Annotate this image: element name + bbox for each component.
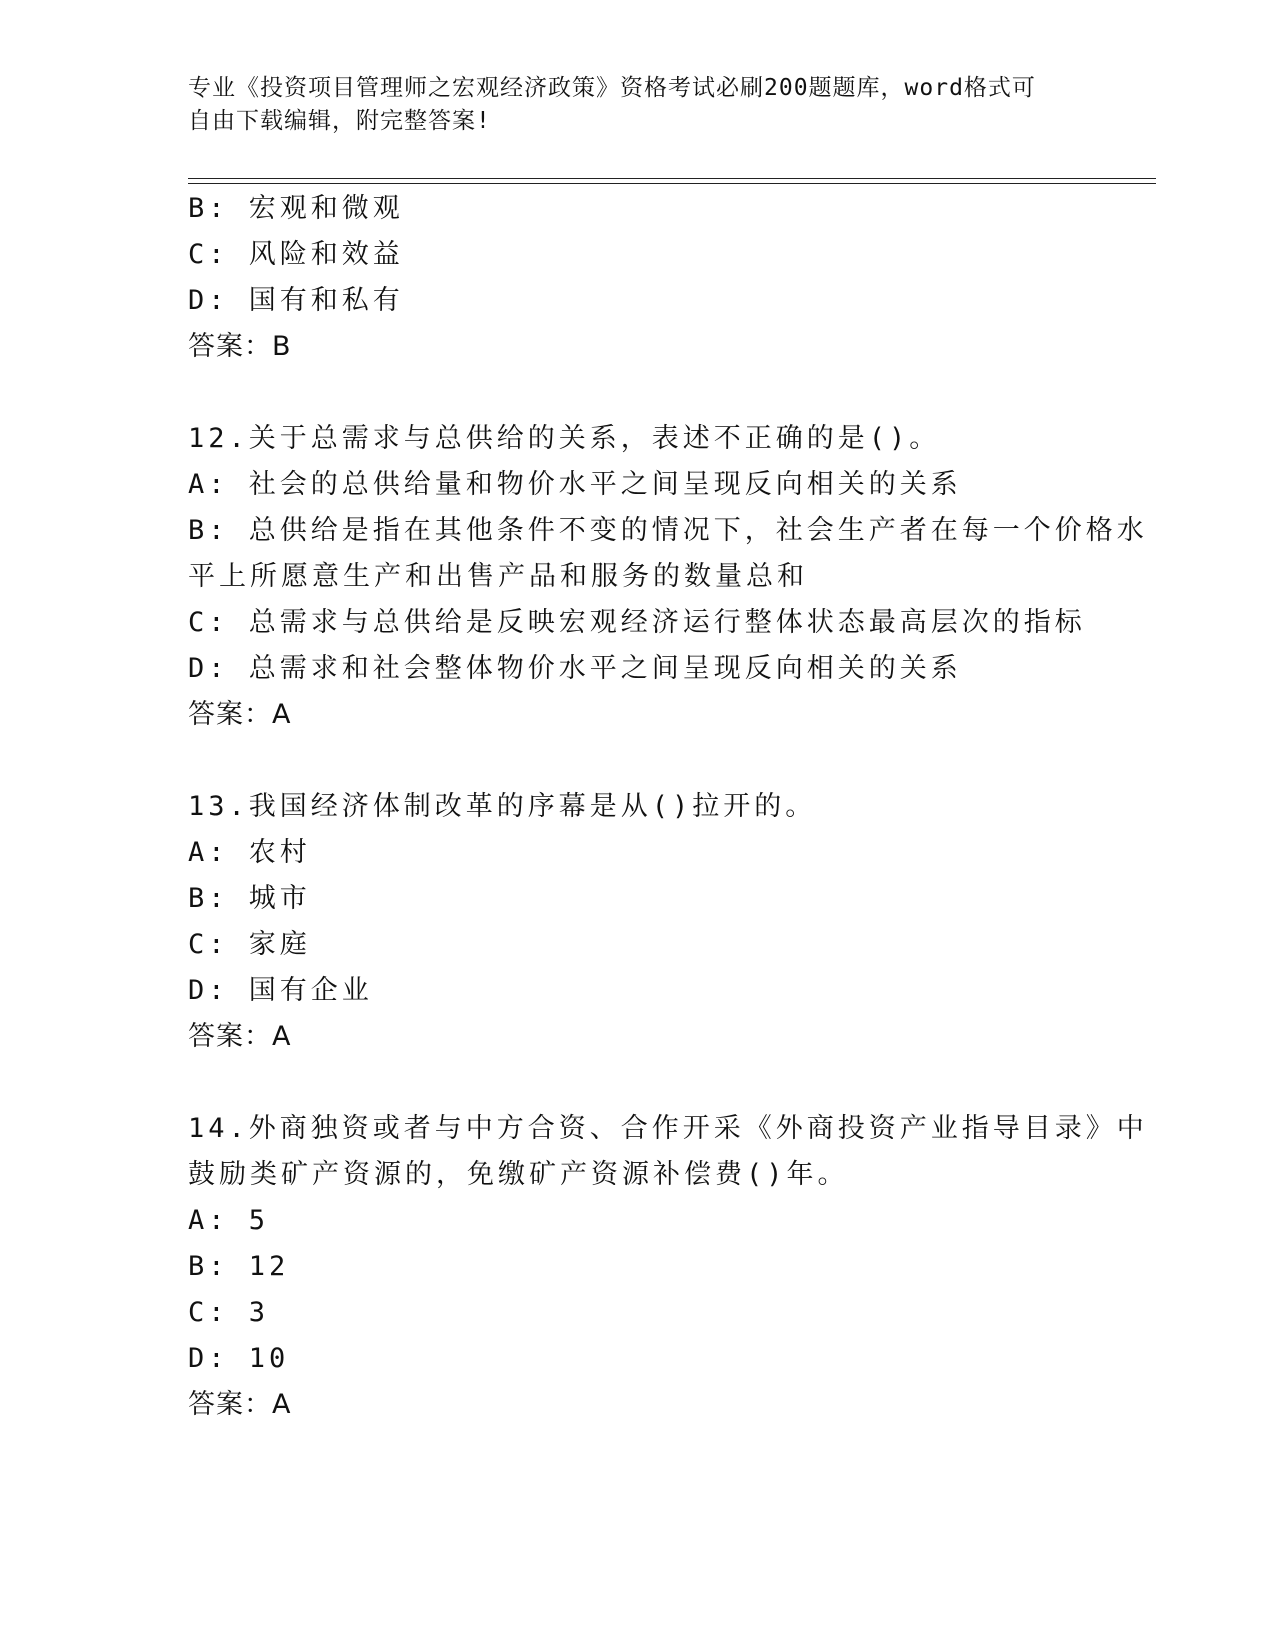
option-c: C: 3 <box>188 1297 270 1328</box>
option-a: A: 农村 <box>188 837 311 868</box>
option-b: B: 城市 <box>188 883 311 914</box>
option-a: A: 社会的总供给量和物价水平之间呈现反向相关的关系 <box>188 469 962 500</box>
option-c: C: 家庭 <box>188 929 311 960</box>
answer-line: 答案：A <box>188 699 292 730</box>
question-13 <box>188 784 1088 1060</box>
question-stem-continued: 鼓励类矿产资源的，免缴矿产资源补偿费()年。 <box>188 1159 849 1190</box>
option-c: C: 总需求与总供给是反映宏观经济运行整体状态最高层次的指标 <box>188 607 1086 638</box>
question-14 <box>188 1106 1148 1428</box>
option-c: C: 风险和效益 <box>188 239 404 270</box>
header-title-line-2: 自由下载编辑，附完整答案! <box>188 108 491 134</box>
prev-question-block <box>188 186 1088 370</box>
option-b: B: 12 <box>188 1251 290 1282</box>
question-stem: 13.我国经济体制改革的序幕是从()拉开的。 <box>188 791 817 822</box>
question-stem: 14.外商独资或者与中方合资、合作开采《外商投资产业指导目录》中 <box>188 1113 1148 1144</box>
question-content <box>188 186 1148 1428</box>
option-d: D: 10 <box>188 1343 290 1374</box>
document-header <box>188 72 1088 138</box>
question-stem: 12.关于总需求与总供给的关系，表述不正确的是()。 <box>188 423 941 454</box>
answer-line: 答案：A <box>188 1021 292 1052</box>
option-d: D: 国有和私有 <box>188 285 404 316</box>
answer-line: 答案：A <box>188 1389 292 1420</box>
option-d: D: 国有企业 <box>188 975 373 1006</box>
answer-line: 答案：B <box>188 331 292 362</box>
header-divider <box>188 178 1156 184</box>
option-b: B: 宏观和微观 <box>188 193 404 224</box>
question-12 <box>188 416 1148 738</box>
option-b: B: 总供给是指在其他条件不变的情况下，社会生产者在每一个价格水 <box>188 515 1148 546</box>
option-d: D: 总需求和社会整体物价水平之间呈现反向相关的关系 <box>188 653 962 684</box>
option-a: A: 5 <box>188 1205 270 1236</box>
header-title-line-1: 专业《投资项目管理师之宏观经济政策》资格考试必刷200题题库，word格式可 <box>188 75 1036 101</box>
option-b-continued: 平上所愿意生产和出售产品和服务的数量总和 <box>188 561 808 592</box>
